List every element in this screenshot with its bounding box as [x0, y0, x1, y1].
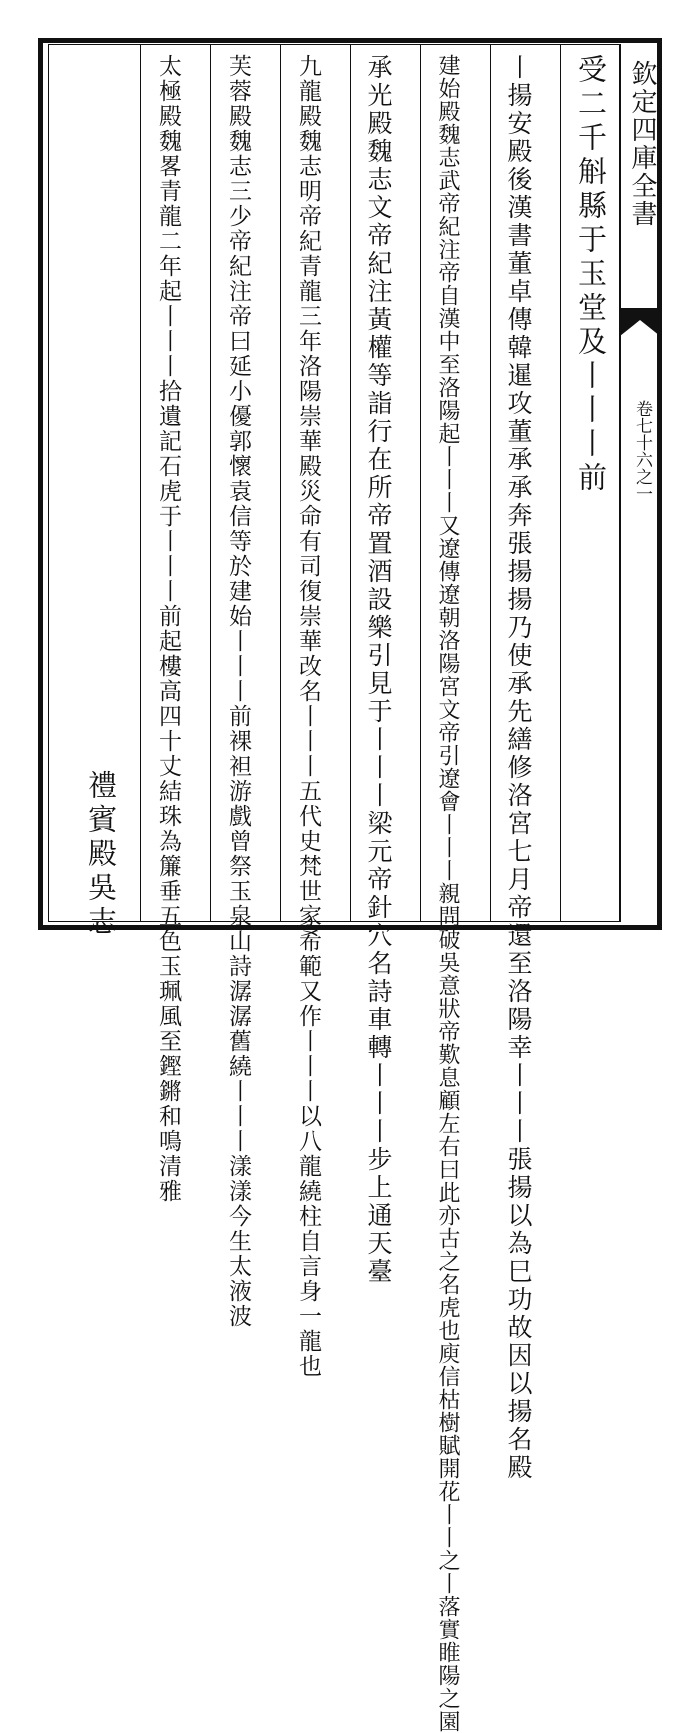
volume-label: 卷七十六之一 [632, 400, 652, 502]
text-column: 丨揚安殿後漢書董卓傳韓暹攻董承承奔張揚揚乃使承先繕修洛宮七月帝還至洛陽幸丨丨丨張揚以為巳功故因以揚名殿 [504, 54, 533, 1482]
column-divider [140, 44, 141, 922]
text-column: 承光殿魏志文帝紀注黃權等詣行在所帝置酒設樂引見于丨丨丨梁元帝針穴名詩車轉丨丨丨步上通天臺 [364, 54, 393, 1286]
column-divider [350, 44, 351, 922]
text-column: 太極殿魏畧青龍二年起丨丨丨拾遺記石虎于丨丨丨前起樓高四十丈結珠為簾垂五色玉珮風至鏗鏘和鳴清雅 [155, 54, 181, 1204]
fishtail-mark [620, 308, 660, 336]
text-column: 芙蓉殿魏志三少帝紀注帝曰延小優郭懷袁信等於建始丨丨丨前裸袒游戲曾祭玉泉山詩潺潺舊繞丨丨丨漾漾今生太液波 [225, 54, 251, 1329]
book-title: 欽定四庫全書 [627, 60, 657, 228]
column-divider [560, 44, 561, 922]
inner-frame [48, 44, 620, 1733]
text-column: 受二千斛縣于玉堂及丨丨丨前 [574, 54, 608, 496]
text-column: 建始殿魏志武帝紀注帝自漢中至洛陽起丨丨丨又遼傳遼朝洛陽宮文帝引遼會丨丨丨親問破吳意狀帝歎息顧左右曰此亦古之名虎也庾信枯樹賦開花丨丨之丨落實睢陽之園 [435, 54, 460, 1733]
text-column: 九龍殿魏志明帝紀青龍三年洛陽崇華殿災命有司復崇華改名丨丨丨五代史梵世家希範又作丨丨丨以八龍繞柱自言身一龍也 [295, 54, 321, 1379]
column-divider [420, 44, 421, 922]
column-divider [280, 44, 281, 922]
text-column: 禮賓殿吳志 [84, 770, 118, 940]
column-divider [210, 44, 211, 922]
column-divider [490, 44, 491, 922]
